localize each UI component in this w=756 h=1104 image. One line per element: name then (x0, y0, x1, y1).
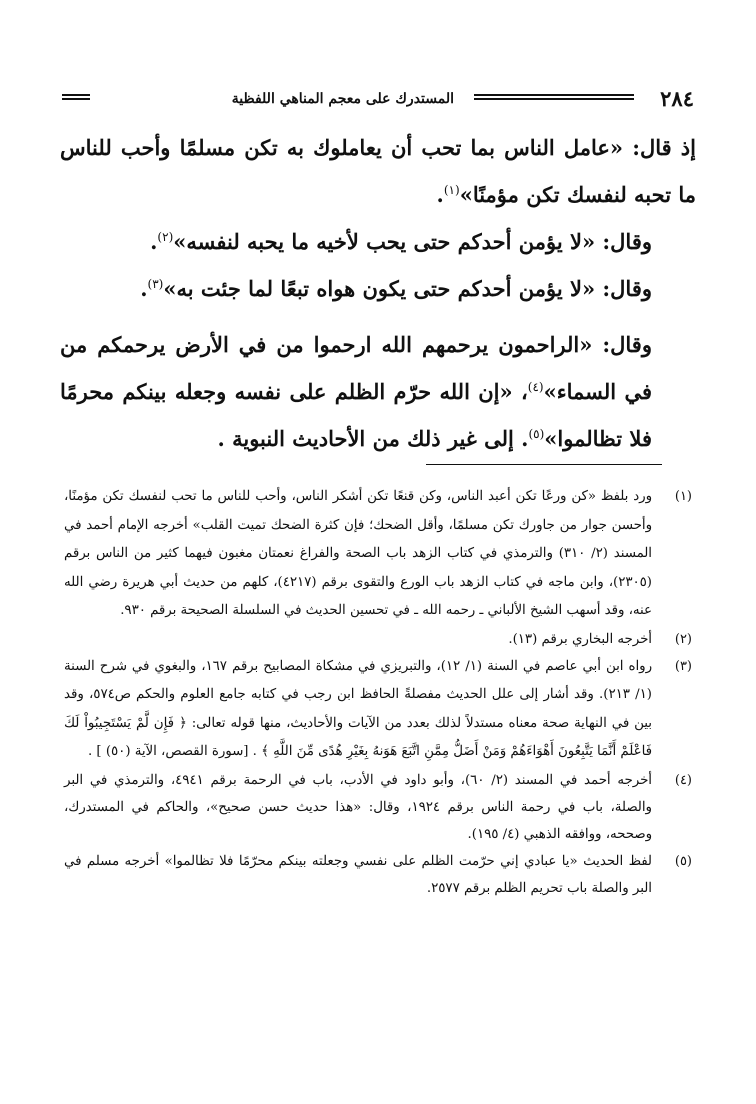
paragraph-2: وقال: «لا يؤمن أحدكم حتى يحب لأخيه ما يحبه لنفسه»$^{(٢)}$. (150, 229, 652, 254)
footnote-number: (٣) (674, 658, 692, 674)
footnote-item (64, 767, 692, 848)
footnote-number: (١) (674, 489, 692, 504)
paragraph-1: إذ قال: «عامل الناس بما تحب أن يعاملوك به تكن مسلمًا وأحب للناس ما تحبه لنفسك تكن مؤمنًا»$^{(١)}$. (60, 135, 696, 207)
footnote-number: (٥) (674, 853, 692, 869)
footnote-ref[interactable]: (٢) (157, 230, 174, 244)
closing-text: . إلى غير ذلك من الأحاديث النبوية . (217, 426, 529, 451)
paragraph-4 (60, 321, 696, 462)
quote-text: وقال: «لا يؤمن أحدكم حتى يكون هواه تبعًا لما جئت به» (163, 276, 652, 301)
footnote-ref[interactable]: (٣) (147, 277, 164, 291)
footnote-text: ورد بلفظ «كن ورعًا تكن أعبد الناس، وكن قنعًا تكن أشكر الناس، وأحب للناس ما تحب لنفسك تكن مؤمنًا، وأحسن جوار من جاورك تكن مسلمًا، وأقل الضحك؛ فإن كثرة الضحك تميت القلب» أخرجه الإمام أحمد في المسند (٢/ ٣١٠) والترمذي في كتاب الزهد باب الصحة والفراغ نعمتان مغبون فيهما كثير من الناس برقم (٢٣٠٥)، وابن ماجه في كتاب الزهد باب الورع والتقوى برقم (٤٢١٧)، كلهم من حديث أبي هريرة رضي الله عنه، وقد أسهب الشيخ الألباني ـ رحمه الله ـ في تحسين الحديث في السلسلة الصحيحة برقم ٩٣٠. (64, 489, 653, 618)
footnotes (64, 483, 692, 902)
page-number: ٢٨٤ (660, 86, 694, 111)
footnote-text: لفظ الحديث «يا عبادي إني حرّمت الظلم على نفسي وجعلته بينكم محرّمًا فلا تظالموا» أخرجه مسلم في البر والصلة باب تحريم الظلم برقم ٢٥٧٧. (64, 853, 652, 896)
footnote-ref[interactable]: (٥) (528, 427, 545, 441)
quote-text: وقال: «لا يؤمن أحدكم حتى يحب لأخيه ما يحبه لنفسه» (173, 229, 652, 254)
running-title: المستدرك على معجم المناهي اللفظية (231, 91, 454, 107)
footnote-item (64, 848, 692, 902)
header-rule-end (62, 94, 90, 100)
header-rule (474, 94, 634, 100)
footnote-ref[interactable]: (١) (443, 183, 460, 197)
quote-text: ، «إن الله حرّم الظلم على نفسه وجعله بينكم محرمًا فلا تظالموا» (60, 379, 652, 451)
footnote-text: رواه ابن أبي عاصم في السنة (١/ ١٢)، والتبريزي في مشكاة المصابيح برقم ١٦٧، والبغوي في شرح السنة (١/ ٢١٣). وقد أشار إلى علل الحديث مفصلةً الحافظ ابن رجب في كتابه جامع العلوم والحكم ص٥٧٤، وقد بين في النهاية صحة معناه مستدلاً لذلك بعدد من الآيات والأحاديث، منها قوله تعالى: ﴿ فَإِن لَّمْ يَسْتَجِيبُواْ لَكَ فَاعْلَمْ أَنَّمَا يَتَّبِعُونَ أَهْوَاءَهُمْ وَمَنْ أَضَلُّ مِمَّنِ اتَّبَعَ هَوَنهُ بِغَيْرِ هُدًى مِّنَ اللَّهِ ﴾ . [سورة القصص، الآية (٥٠) ] . (64, 658, 652, 759)
footnote-separator (426, 464, 662, 465)
footnote-item (64, 653, 692, 767)
quote-text: وقال: «الراحمون يرحمهم الله ارحموا من في الأرض يرحمكم من في السماء» (60, 332, 653, 404)
footnote-item (64, 483, 692, 626)
footnote-number: (٤) (674, 772, 692, 788)
footnote-ref[interactable]: (٤) (527, 380, 544, 394)
footnote-text: أخرجه أحمد في المسند (٢/ ٦٠)، وأبو داود في الأدب، باب في الرحمة برقم ٤٩٤١، والترمذي في البر والصلة، باب في رحمة الناس برقم ١٩٢٤، وقال: «هذا حديث حسن صحيح»، والحاكم في المستدرك، وصححه، ووافقه الذهبي (٤/ ١٩٥). (64, 772, 652, 842)
main-text (60, 124, 696, 462)
footnote-number: (٢) (674, 631, 692, 647)
paragraph-3: وقال: «لا يؤمن أحدكم حتى يكون هواه تبعًا لما جئت به»$^{(٣)}$. (140, 276, 652, 301)
footnote-item (64, 626, 692, 653)
quote-text: إذ قال: «عامل الناس بما تحب أن يعاملوك به تكن مسلمًا وأحب للناس ما تحبه لنفسك تكن مؤمنًا» (60, 135, 696, 207)
running-header (62, 84, 694, 114)
footnote-text: أخرجه البخاري برقم (١٣). (508, 631, 652, 647)
